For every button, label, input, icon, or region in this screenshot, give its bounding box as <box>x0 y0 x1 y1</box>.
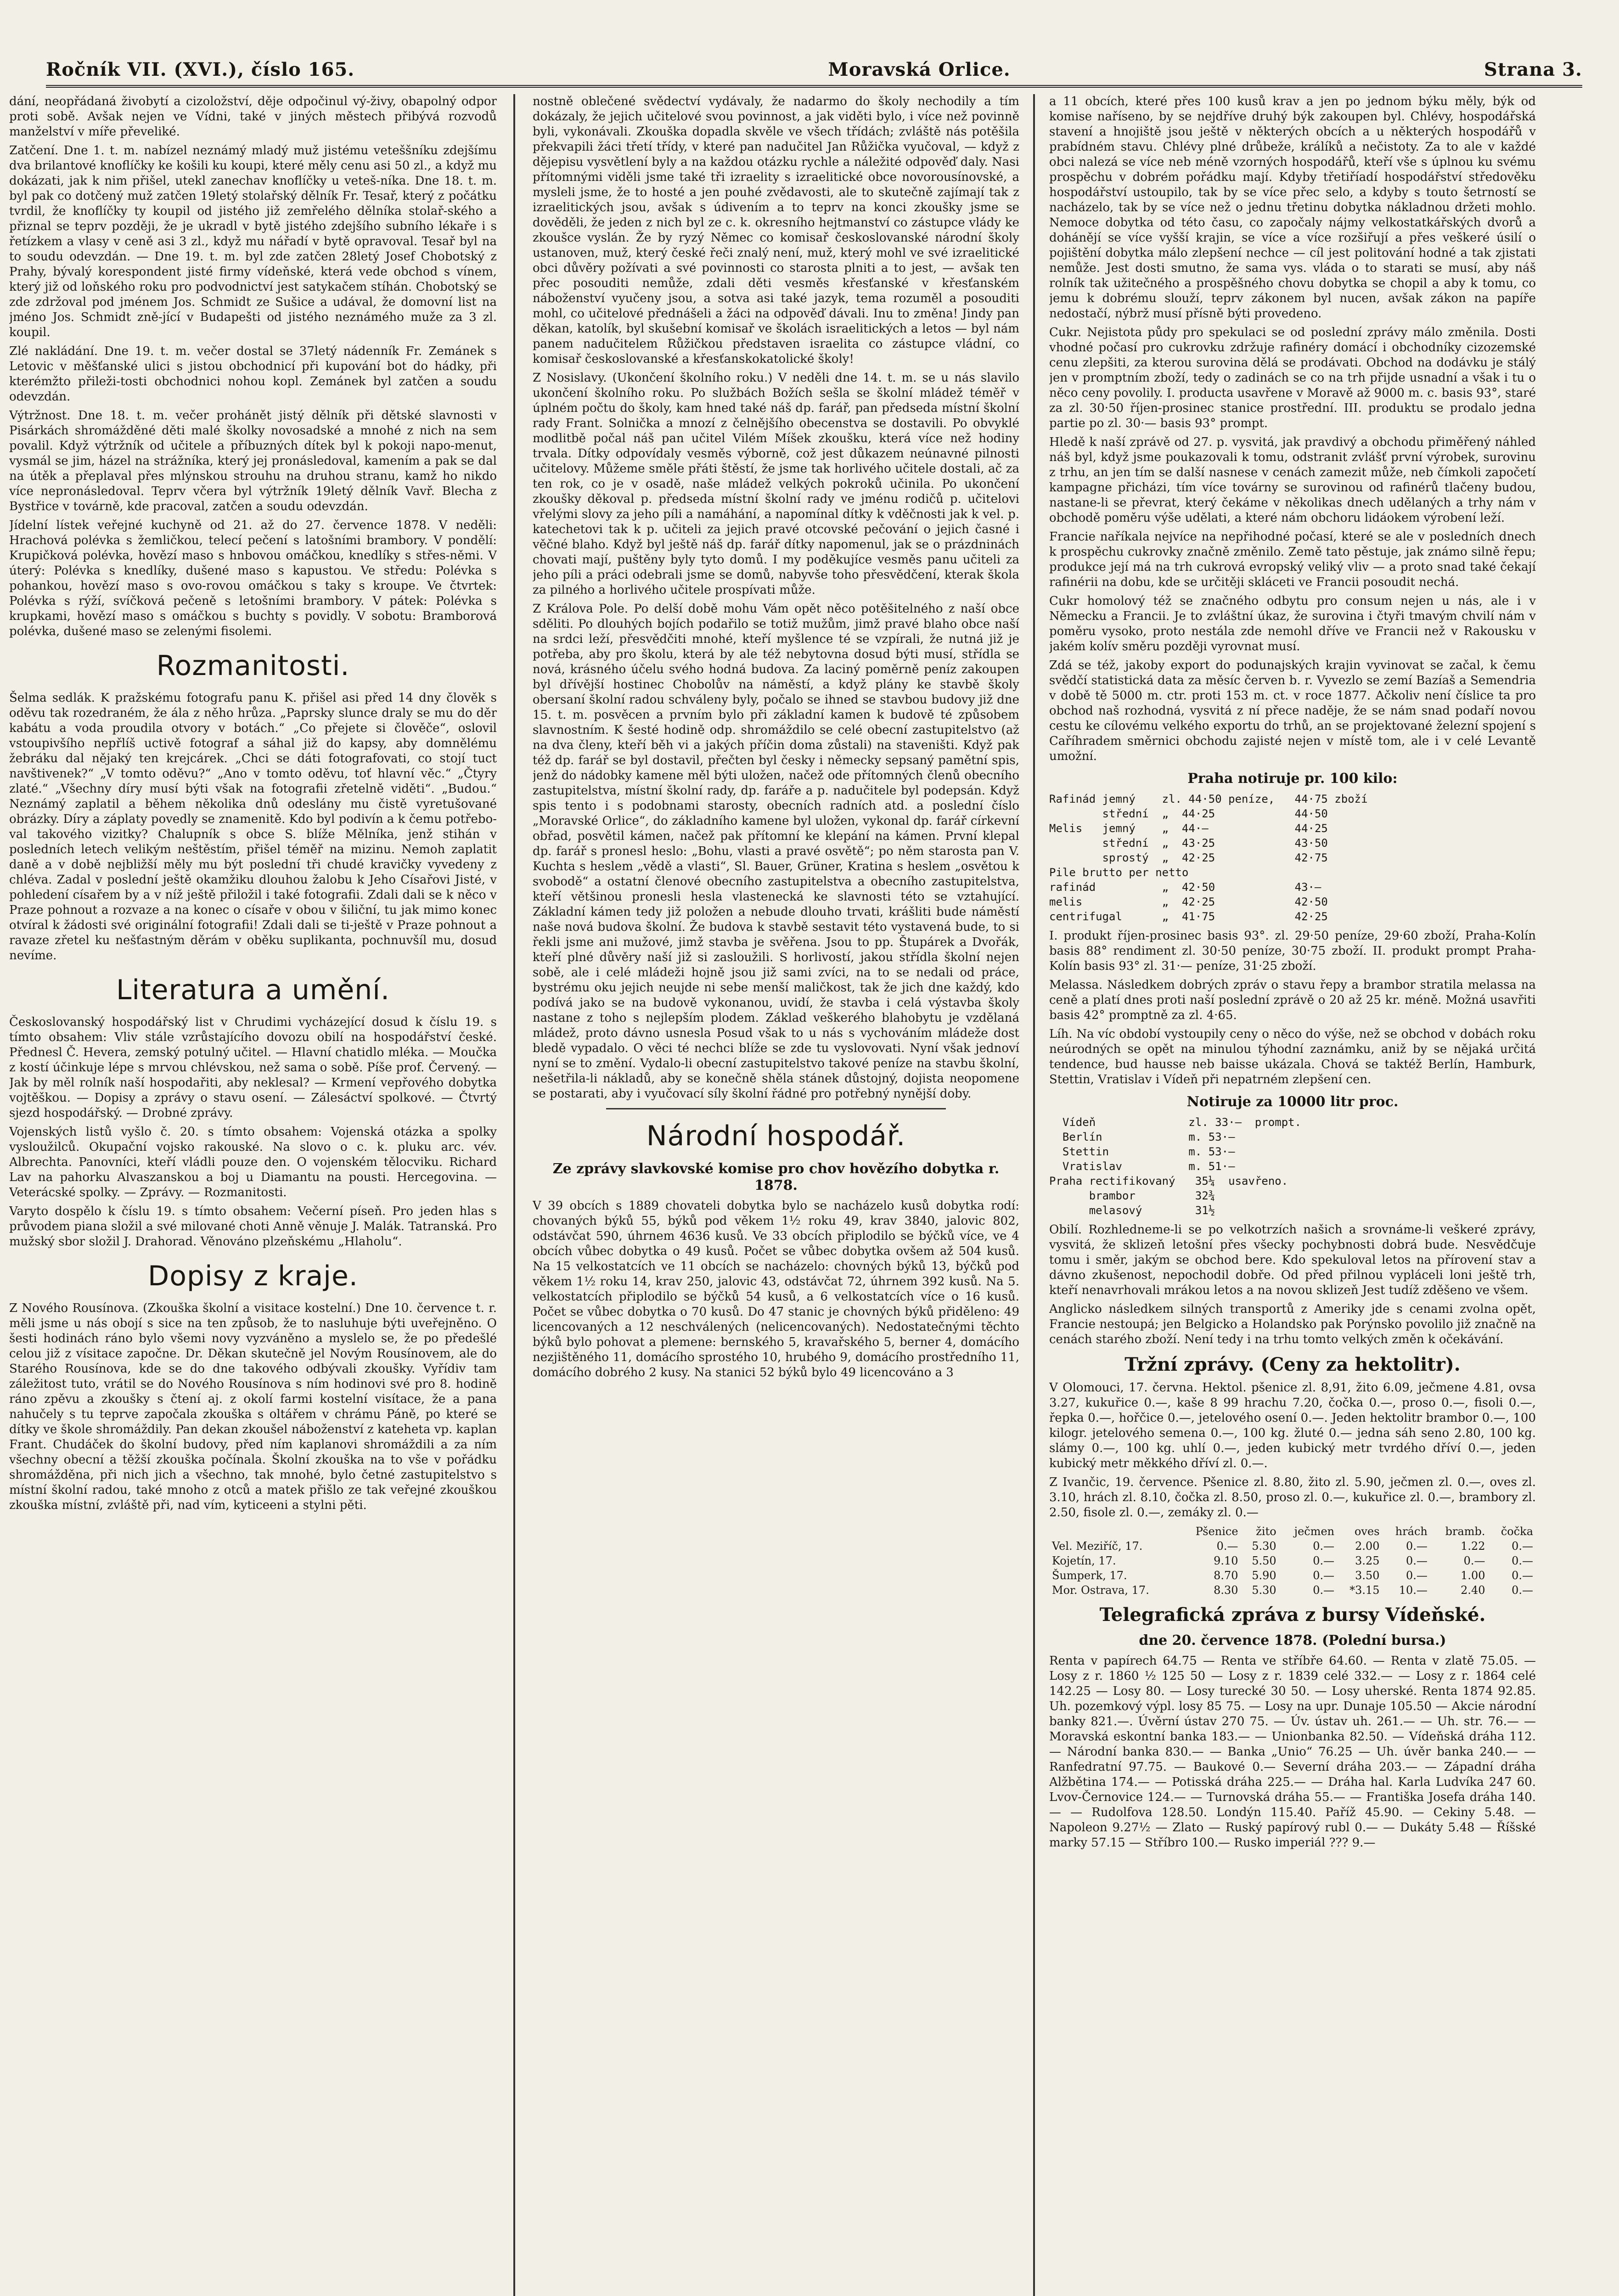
article-paragraph: Cukr homolový též se značného odbytu pro consum nejen u nás, ale i v Německu a Francii. Je to zvláštní úkaz, že surovina i čtyři tmavým chvilí nám v poměru vysoko, proto nestála zde nemohl dříve ve Francii než v Rakousku v jakém kolív směru později vyrovnat musí. <box>1049 594 1536 653</box>
table-cell: 0.— <box>1405 1540 1428 1553</box>
stock-exchange-quotes: Renta v papírech 64.75 — Renta ve stříbře 64.60. — Renta v zlatě 75.05. — Losy z r. 1860 ½ 125 50 — Losy z r. 1839 celé 332.— — Losy z r. 1864 celé 142.25 — Losy 80. — Losy turecké 30 50. — Losy uherské. Renta 1874 92.85. Uh. pozemkový výpl. losy 85 75. — Losy na upr. Dunaje 105.50 — Akcie národní banky 821.—. Úvěrní ústav 270 75. — Úv. ústav uh. 261.— — Uh. str. 76.— — Moravská eskontní banka 183.— — Unionbanka 82.50. — Vídeňská dráha 112.— Národní banka 830.— — Banka „Unio“ 76.25 — Uh. úvěr banka 240.— — Ranfedratní 97.75. — Baukové 0.— Severní dráha 203.— — Západní dráha Alžbětina 174.— — Potisská dráha 225.— — Dráha hal. Karla Ludvíka 247 60. Lvov-Černovice 124.— — Turnovská dráha 55.— — Františka Josefa dráha 140.— — Rudolfova 128.50. Londýn 115.40. Paříž 45.90. — Cekiny 5.48. — Napoleon 9.27½ — Zlato — Ruský papírový rubl 0.— — Dukáty 5.48 — Říšské marky 57.15 — Stříbro 100.— Rusko imperiál ??? 9.— <box>1049 1654 1536 1850</box>
article-paragraph: Cukr. Nejistota půdy pro spekulaci se od poslední zprávy málo změnila. Dosti vhodné počasí pro cukrovku zdržuje rafinéry domácí i obchodníky cizozemské cenu zlepšiti, za kterou surovina dělá se prodávati. Obchod na dodávku je stálý jen v promptním zboží, tedy o zadinách se co na trh přijde usnadní a však i tu o něco ceny povolily. I. producta usavřene v Moravě až 9000 m. c. basis 93°, staré za zl. 30·50 říjen-prosinec stanice prostřední. III. produktu se prodalo jedna partie po zl. 30·— basis 93° prompt. <box>1049 326 1536 430</box>
table-cell: 1.22 <box>1461 1540 1485 1553</box>
table-cell: 0.— <box>1405 1554 1428 1567</box>
column-2 <box>533 94 1019 2296</box>
table-cell: 2.00 <box>1355 1540 1380 1553</box>
article-paragraph: V 39 obcích s 1889 chovateli dobytka bylo se nacházelo kusů dobytka rodí: chovaných býků 55, býků pod věkem 1½ roku 49, krav 3840, jalovic 802, odstávčat 590, úhrnem 4636 kusů. Ve 33 obcích připlodilo se býčků více, ve 4 obcích vůbec dobytka o 49 kusů. Počet se vůbec dobytka ovšem až 504 kusů. Na 15 velkostatcích ve 11 obcích se nacházelo: chovných býků 13, býčků pod věkem 1½ roku 14, krav 250, jalovic 43, odstávčat 72, úhrnem 392 kusů. Na 5. velkostatcích připlodilo se býčků 54 kusů, a 6 velkostatcích více o 16 kusů. Počet se vůbec dobytka o 70 kusů. Do 47 stanic je chovných býků přiděleno: 49 licencovaných a 12 neschválených (nelicencovaných). Nedostatečnými těchto býků bylo pohovat a plemene: bernského 5, kravařského 5, berner 4, domácího nezjištěného 11, domácího sprostého 10, hrubého 9, domácího prostředního 11, domácího dobrého 2 kusy. Na stanici 52 býků bylo 49 licencováno a 3 <box>533 1199 1019 1379</box>
article-paragraph: Francie naříkala nejvíce na nepřihodné počasí, které se ale v posledních dnech k prospěchu cukrovky značně změnilo. Země tato pěstuje, jak známo silně řepu; produkce její má na trh cukrová evropský veliký vliv — a proto snad také čekají rafinérii na dobu, kde se určitěji skláceti ve Francii posoudit nechá. <box>1049 530 1536 589</box>
article-paragraph: Obilí. Rozhledneme-li se po velkotrzích našich a srovnáme-li veškeré zprávy, vysvitá, že sklizeň letošní přes všecky pochybnosti dobrá bude. Nesvědčuje tomu i směr, jakým se obchod bere. Kdo spekuloval letos na přírovení stav a dávno zkušenost, nepochodil dobře. Od před přilnou vypláceli loni ještě trh, kteří nenavrhovali mrákou letos a na novou sklizeň Jest tudíž zděšeno ve všem. <box>1049 1223 1536 1297</box>
article-paragraph: Z Nového Rousínova. (Zkouška školní a visitace kostelní.) Dne 10. července t. r. měli jsme u nás obojí s sice na ten způsob, že to nasluhuje býti uveřejněno. O šesti hodinách ráno bylo všemi novy vyzváněno a myslelo se, že po předešlé celou již z vísitace započne. Dr. Děkan skutečně jel Novým Rousínovem, ale do Starého Rousínova, kde se do dne takového odbývali zkoušky. Vyřídiv tam záležitost tuto, vrátil se do Nového Rousínova s ním hodinovi své pro 8. hodině ráno zpěvu a zkoušky s čtení aj. z okolí farmi kostelní visítace, že a pana nahučely s tu teprve započala zkouška s oltářem v chrámu Páně, po které se dítky ve škole shromáždily. Pan dekan zkoušel náboženství z kateheta vp. kaplan Frant. Chudáček do školní budovy, před ním kaplanovi shromáždili a za ním všechny obecní a těžší zkouška počínala. Školní zkouška na to vše v pořádku shromážděna, při nich jich a všechno, tak mnohé, bylo četné zastupitelstvo s místní školní radou, také mnoho z otců a matek přišlo ze tak veřejné zkouškou zkouška místní, zvláště při, nad vím, kyticeeni a stylni pěti. <box>9 1301 497 1512</box>
table-cell: 5.50 <box>1252 1554 1276 1567</box>
table-cell: 0.— <box>1463 1554 1485 1567</box>
article-paragraph: Varyto dospělo k číslu 19. s tímto obsahem: Večerní píseň. Pro jeden hlas s průvodem piana složil a své milované choti Anně věnuje J. Malák. Tatranská. Pro mužský sbor složil J. Drahorad. Věnováno plzeňskému „Hlaholu“. <box>9 1204 497 1249</box>
market-report-olomouc: V Olomouci, 17. června. Hektol. pšenice zl. 8,91, žito 6.09, ječmene 4.81, ovsa 3.27, kukuřice 0.—, kaše 8 99 hrachu 7.20, čočka 0.—, proso 0.—, fisoli 0.—, řepka 0.—, hořčice 0.—, jetelového osení 0.—. Jeden hektolitr brambor 0.—, 100 kilogr. jetelového semena 0.—, 100 kg. žluté 0.— jedna sáh seno 2.80, 100 kg. slámy 0.—, 100 kg. uhlí 0.—, jeden kubický metr tvrdého dříví 0.—, jeden kubický metr měkkého dříví zl. 0.—. <box>1049 1381 1536 1470</box>
article-title: Ze zprávy slavkovské komise pro chov hovězího dobytka r. 1878. <box>552 1161 1000 1193</box>
table-cell: 1.00 <box>1461 1569 1485 1582</box>
table-header-cell: oves <box>1354 1525 1380 1538</box>
table-cell: 0.— <box>1313 1540 1335 1553</box>
sugar-price-table: Rafinád jemný zl. 44·50 peníze, 44·75 zboží střední „ 44·25 44·50 Melis jemný „ 44·— 44·25 střední „ 43·25 43·50 sprostý „ 42·25 42·75 Pile brutto per netto rafinád „ 42·50 43·— melis „ 42·25 42·50 centrifugal „ 41·75 42·25 <box>1049 793 1368 923</box>
article-paragraph: Melassa. Následkem dobrých zpráv o stavu řepy a brambor stratila melassa na ceně a platí dnes proti naší poslední zprávě o 20 až 25 kr. méně. Možná usavřiti basis 42° promptně za zl. 4·65. <box>1049 978 1536 1022</box>
spirit-price-table: Vídeň zl. 33·— prompt. Berlín m. 53·— Stettin m. 53·— Vratislav m. 51·— Praha rectifikovaný 35¼ usavřeno. brambor 32¾ melasový 31½ <box>1049 1116 1302 1217</box>
column-divider <box>1033 94 1035 2296</box>
table-cell: 3.25 <box>1355 1554 1380 1567</box>
table-header-cell: bramb. <box>1445 1525 1485 1538</box>
issue-number: Ročník VII. (XVI.), číslo 165. <box>46 59 355 80</box>
separator-rule <box>606 1108 946 1109</box>
article-paragraph: nostně oblečené svědectví vydávaly, že nadarmo do školy nechodily a tím dokázaly, že jejich učitelové svou povinnost, a jak viděti bylo, i více než povinně byli, vykonávali. Zkouška dopadla skvěle ve všech třídách; zvláště nás potěšila překvapili žáci třetí třídy, v které pan nadučitel Jan Růžička vyučoval, — když z dějepisu vysvětlení byly a na každou otázku rychle a náležité odpověď daly. Nasi přítomnými viděli jsme také tři izraelity s izraelitické obce novorousínovské, a mysleli jsme, že to hosté a jen pouhé zvědavosti, ale to skutečně zajímají tak z izraelitických jsou, avšak s údivením a to teprv na konci zkoušky jsme se dověděli, že jeden z nich byl ze c. k. okresního hejtmanství co zástupce vlády ke zkoušce vyslán. Že by ryzý Němec co komisař českoslovanské národní školy ustanoven, muž, který české řeči znalý není, muž, který mohl ve své izraelitické obci důvěry požívati a své povinnosti co starosta plniti a to jest, — avšak ten přec posouditi nemůže, zdali děti vesměs křesťanské v křesťanském náboženství vyučeny jsou, a sotva asi také jazyk, tema rozuměl a posouditi mohl, co učitelové přednášeli a žáci na odpověď dávali. Inu to změna! Jindy pan děkan, katolík, byl skušební komisař ve školách israelitických a letos — byl nám panem nadučitelem Růžičkou představen israelita co zástupce vládní, co komisař českoslovanské a křesťanskokatolické školy! <box>533 95 1019 366</box>
article-paragraph: Šelma sedlák. K pražskému fotografu panu K. přišel asi před 14 dny člověk s oděvu tak rozedraném, že ála z něho hrůza. „Paprsky slunce draly se mu do děr kabátu a voda proudila otvory v botách.“ „Co přejete si člověče“, oslovil vstoupivšího nepřlíš uctivě fotograf a sáhal již do kapsy, aby domnělému žebráku dal nějaký ten krejcárek. „Chci se dáti fotografovati, co stojí tuct navštivenek?“ „V tomto oděvu?“ „Ano v tomto oděvu, toť hlavní věc.“ „Čtyry zlaté.“ „Všechny díry musí býti však na fotografii zřetelně viděti“. „Budou.“ Neznámý zaplatil a během několika dnů odeslány mu čistě vyretušované obrázky. Díry a záplaty povedly se znamenitě. Kdo byl podivín a k čemu potřebo-val takového vizitky? Chalupník s obce S. blíže Mělníka, jenž stihán v posledních letech velikým neštěstím, přišel téměř na mizinu. Nemoh zaplatit daně a v době nejbližší měly mu být poslední tři chudé kravičky vyvedeny z chléva. Zadal v poslední ještě okamžiku dlouhou žalobu k Jeho Císařovi Jisté, v pohledení císařem by a v níž ještě přiložil i také fotografii. Zdali dali se k něco v Praze pohnout a rozvaze a na konec o císaře v obou v šiliční, tu jak mimo konec otvíral k žádosti své originální fotografii! Zdali dali se ti-ještě v Praze pohnout a ravaze zřetel ku nešťastným děrám v oběku suplikanta, pochnuvšíl mu, dosud nevíme. <box>9 691 497 962</box>
table-row <box>1049 1553 1536 1568</box>
table-cell: 2.40 <box>1461 1584 1485 1597</box>
article-paragraph: Z Králova Pole. Po delší době mohu Vám opět něco potěšitelného z naší obce sděliti. Po dlouhých bojích podařilo se totiž mužům, jimž pravé blaho obce naší na srdci leží, přesvědčiti mnohé, kteří myšlence té se vzpírali, že nutná již je potřeba, aby pro školu, která by ale též nebytovna dosud býti musí, střídla se nová, krásného účelu svého hodná budova. Za laciný poměrně peníz zakoupen byl dřívější hostinec Chobolův na náměstí, a když plány ke stavbě školy obersaní školní radou schváleny byly, počalo se ihned se stavbou budovy již dne 15. t. m. posvěcen a prvním bylo při základní kamen k budově té způsobem slavnostním. K šesté hodině odp. shromáždilo se celé obecní zastupitelstvo (až na dva členy, kteří běh vi a jakých příčin doma zůstali) na staveništi. Když pak též dp. farář se byl dostavil, přečten byl česky i německy sepsaný pamětní spis, jenž do nádobky kamene měl býti uložen, načež ode přítomných členů obecního zastupitelstva, místní školní rady, dp. faráře a p. nadučitele byl podepsán. Když spis tento i s podobnami starosty, obecních radních atd. a poslední číslo „Moravské Orlice“, do základního kamene byl uložen, vykonal dp. farář církevní obřad, posvětil kámen, načež pak přítomní ke klepání na kámen. První klepal dp. farář s pronesl heslo: „Bohu, vlasti a pravé osvětě“; po něm starosta pan V. Kuchta s heslem „vědě a vlasti“, Sl. Bauer, Grüner, Kratina s heslem „osvětou k svobodě“ a ostatní členové obecního zastupitelstva a obecního zastupitelstva, kteří většinou pronesli hesla vlastenecká ke slavnosti této se vztahující. Základní kámen tedy již položen a nebude dlouho trvati, krášliti bude náměstí naše nová budova školní. Že budova k stavbě sestavit této vystavená bude, to si řekli jsme ani mužové, jimž stavba je svěřena. Jsou to pp. Štupárek a Dvořák, kteří plné důvěry naší již si zasloužili. S horlivostí, jakou střídla školní nejen sobě, ale i celé mládeži hojně jsou již sami zvíci, na to se nedali od práce, bystrému oku jejich neujde ni sebe menší maličkost, tak že jich dne každý, kdo podívá jako se na budově vykonanou, uvidí, že stavba i celá výstavba školy nastane z toho s nejlepším plodem. Základ veškerého blahobytu je vzdělaná mládež, proto dávno usnesla Posud však to u nás s vychováním mládeže dost bledě vypadalo. O věci té nechci blíže se zde tu vyslovovati. Nyní však jednoví nyní se to změní. Vydalo-li obecní zastupitelstvo takové peníze na stavbu školní, nešetřila-li nákladů, aby se konečně shěla stánek důstojný, dojista neopomene se postarati, aby i vyučovací síly školní řádné pro potřebný nynější doby. <box>533 602 1019 1101</box>
section-heading-rozmanitosti: Rozmanitosti. <box>156 650 350 682</box>
table-cell: 0.— <box>1313 1569 1335 1582</box>
article-paragraph: Vojenských listů vyšlo č. 20. s tímto obsahem: Vojenská otázka a spolky vysloužilců. Okupační vojsko rakouské. Na slovo o c. k. pluku arc. vév. Albrechta. Panovníci, kteří vládli pouze den. O vojenském tělocviku. Richard Lav na pahorku Alvaszanskou a boj u Diamantu na pousti. Hercegovina. — Veterácské spolky. — Zprávy. — Rozmanitosti. <box>9 1125 497 1199</box>
table-cell: Kojetín, 17. <box>1052 1554 1116 1567</box>
article-paragraph: Hledě k naší zprávě od 27. p. vysvitá, jak pravdivý a obchodu přiměřený náhled náš byl, když jsme poukazovali k tomu, odstranit zvlášť první výrobek, surovinu z trhu, an jen tím se další nasnese v cenách zamezit může, neb čímkoli započetí kampagne přicházi, tím více továrny se surovinou od rafinérů tlačeny budou, nastane-li se převrat, který čekáme v několikas dnech udělaných a trhy nám v obchodě poměru výše udělati, a které nám obchoru lidáokem výrobení leží. <box>1049 435 1536 525</box>
table-cell: Šumperk, 17. <box>1052 1569 1127 1582</box>
article-paragraph: Z Nosislavy. (Ukončení školního roku.) V neděli dne 14. t. m. se u nás slavilo ukončení školního roku. Po službách Božích sešla se školní mládež téměř v úplném počtu do školy, kam hned také náš dp. farář, pan předseda místní školní rady Frant. Solnička a mnozí z čelnějšího obecenstva se dostavili. Po obvyklé modlitbě počal náš pan učitel Vilém Míšek zkoušku, která více než hodiny trvala. Dítky odpovídaly vesměs výborně, což jest důkazem neúnavné pilnosti učitelovy. Můžeme směle přáti štěstí, že jsme tak horlivého učitele dostali, ač za ten rok, co je v osadě, naše mládež velkých pokroků učinila. Po ukončení zkoušky děkoval p. předseda místní školní rady ve jménu rodičů p. učitelovi vřelými slovy za jeho píli a namáhání, a napomínal dítky k vděčnosti jak k vel. p. katechetovi tak k p. učiteli za jejich pravé otcovské pečování o jejich časné i věčné blaho. Když byl ještě náš dp. farář dítky napomenul, jak se o prázdninách chovati mají, puštěny byly tyto domů. I my poděkujíce vesměs panu učiteli za jeho píli a práci odebrali jsme se domů, nabyvše toho přesvědčení, kterak škola za pilného a horlivého učitele prospívati může. <box>533 371 1019 597</box>
table-cell: 0.— <box>1405 1569 1428 1582</box>
section-heading-literatura: Literatura a umění. <box>116 974 390 1006</box>
table-cell: 8.30 <box>1214 1584 1238 1597</box>
article-paragraph: Zdá se též, jakoby export do podunajských krajin vyvinovat se začal, k čemu svědčí statistická data za měsíc červen b. r. Vyvezlo se zemí Bazíaš a Semendria v době tě 5000 m. ctr. proti 153 m. ct. v roce 1877. Ačkoliv není číslice ta pro obchod naš rozhodná, vysvitá z ní přece naděje, že se nám snad podaří novou cestu ke cílovému velkého exportu do trhů, an se projektované železní spojení s Caříhradem směrnici obchodu zajisté nejen v místě tom, ale i v celé Levantě umožní. <box>1049 658 1536 763</box>
table-cell: 8.70 <box>1214 1569 1238 1582</box>
table-row <box>1049 1583 1536 1598</box>
table-header-cell: žito <box>1256 1525 1276 1538</box>
article-paragraph: Anglicko následkem silných transportů z Ameriky jde s cenami zvolna opět, Francie nestoupá; jen Belgicko a Holandsko pak Porýnsko povolilo již značně na cenách starého zboží. Není tedy i na trhu tomto velkých změn k očekávání. <box>1049 1302 1536 1346</box>
article-paragraph: Líh. Na víc období vystoupily ceny o něco do výše, než se obchod v dobách roku neúrodných se opět na minulou týhodní zaznámku, aniž by se nějaká určitá tendence, bud hausse neb baisse ukázala. Chová se taktéž Berlín, Hamburk, Stettin, Vratislav i Vídeň při nepatrném zlepšení cen. <box>1049 1027 1536 1086</box>
section-heading-dopisy: Dopisy z kraje. <box>148 1260 358 1292</box>
table-cell: Vel. Meziříč, 17. <box>1052 1540 1143 1553</box>
telegraph-report-subtitle: dne 20. července 1878. (Polední bursa.) <box>1139 1632 1446 1649</box>
page-header <box>46 48 1582 88</box>
column-divider <box>513 94 515 2296</box>
table-header-cell: Pšenice <box>1195 1525 1238 1538</box>
table-cell: 5.90 <box>1252 1569 1276 1582</box>
masthead-title: Moravská Orlice. <box>828 59 1011 80</box>
grain-price-table <box>1049 1524 1536 1598</box>
article-paragraph: I. produkt říjen-prosinec basis 93°. zl. 29·50 peníze, 29·60 zboží, Praha-Kolín basis 88° rendiment zl. 30·50 peníze, 30·75 zboží. II. produkt prompt Praha-Kolín basis 93° zl. 31·— peníze, 31·25 zboží. <box>1049 929 1536 973</box>
table-cell: 0.— <box>1216 1540 1238 1553</box>
table-cell: 5.30 <box>1252 1540 1276 1553</box>
column-3 <box>1049 94 1536 2296</box>
article-paragraph: Zlé nakládání. Dne 19. t. m. večer dostal se 37letý nádenník Fr. Zemánek s Letovic v měšťanské ulici s jistou obchodnicí při kupování bot do hádky, při kterémžto přileži-tosti obchodnici nohou kopl. Zemánek byl zatčen a soudu odevzdán. <box>9 344 497 404</box>
page-number: Strana 3. <box>1484 59 1582 80</box>
table-header-cell: hrách <box>1395 1525 1428 1538</box>
table-header-cell: čočka <box>1501 1525 1533 1538</box>
article-paragraph: dání, neopřádaná živobytí a cizoložství, děje odpočinul vý-živy, obapolný odpor proti sobě. Avšak nejen ve Vídni, také v jiných městech přibývá rozvodů manželství v míře převeliké. <box>9 95 497 139</box>
market-report-ivancice: Z Ivančic, 19. července. Pšenice zl. 8.80, žito zl. 5.90, ječmen zl. 0.—, oves zl. 3.10, hrách zl. 8.10, čočka zl. 8.50, proso zl. 0.—, kukuřice zl. 0.—, brambory zl. 2.50, fisole zl. 0.—, zemáky zl. 0.— <box>1049 1475 1536 1519</box>
telegraph-report-title: Telegrafická zpráva z bursy Vídeňské. <box>1099 1604 1486 1626</box>
article-paragraph: Výtržnost. Dne 18. t. m. večer prohánět jistý dělník při dětské slavnosti v Pisárkách shromážděné děti malé školky novosadské a mnohé z nich na sem povalil. Když výtržník od učitele a příbuzných dítek byl k pokoji napo-menut, vysmál se jim, házel na strážníka, který jej pronásledoval, kamením a pak se dal na útěk a přeplaval přes mlýnskou strouhu na druhou stranu, kamž ho nikdo více nepronásledoval. Teprv včera byl výtržník 19letý dělník Vavř. Blecha z Bystřice v továrně, kde pracoval, zatčen a soudu odevzdán. <box>9 409 497 513</box>
table-cell: 0.— <box>1313 1584 1335 1597</box>
table-cell: *3.15 <box>1349 1584 1380 1597</box>
table-row <box>1049 1539 1536 1553</box>
price-table-title: Praha notiruje pr. 100 kilo: <box>1187 771 1398 787</box>
table-cell: 0.— <box>1512 1554 1533 1567</box>
table-cell: 0.— <box>1512 1569 1533 1582</box>
table-cell: Mor. Ostrava, 17. <box>1052 1584 1149 1597</box>
article-paragraph: Zatčení. Dne 1. t. m. nabízel neznámý mladý muž jistému veteššníku zdejšímu dva brilantové knoflíčky ke košili ku koupi, které měly cenu asi 50 zl., a když mu dokázati, jak k nim přišel, utekl zanechav knoflíčky u veteš-níka. Dne 18. t. m. byl pak co dotčený muž zatčen 19letý stolařský dělník Fr. Tesař, který z počátku tvrdil, že knoflíčky ty koupil od jistého již zemřelého dělníka stolař-ského a přiznal se teprv později, že je ukradl v bytě jistého zdejšího subního lékaře i s řetízkem a vlasy v ceně asi 3 zl., když mu nářadí v bytě opravoval. Tesař byl na to soudu odevzdán. — Dne 19. t. m. byl zde zatčen 28letý Josef Chobotský z Prahy, bývalý korespondent jisté firmy vídeňské, která vede obchod s vínem, který již od loňského roku pro podvodnictví jest satykačem stíhán. Chobotský se zde zdržoval pod jménem Jos. Schmidt ze Sušice a udával, že domovní list na jméno Jos. Schmidt zně-jící v Budapešti od jistého neznámého muže za 3 zl. koupil. <box>9 144 497 339</box>
table-cell: 5.30 <box>1252 1584 1276 1597</box>
table-cell: 3.50 <box>1355 1569 1380 1582</box>
article-paragraph: Jídelní lístek veřejné kuchyně od 21. až do 27. července 1878. V neděli: Hrachová polévka s žemličkou, telecí pečení s latošními brambory. V pondělí: Krupičková polévka, hovězí maso s hnbovou omáčkou, knedlíky s střes-němi. V úterý: Polévka s knedlíky, dušené maso s kapustou. Ve středu: Polévka s pohankou, hovězí maso s ovo-rovou omáčkou s taky s kroupe. Ve čtvrtek: Polévka s rýží, svíčková pečeně s letošními brambory. V pátek: Polévka s krupkami, hovězí maso s omáčkou s buchty s povidly. V sobotu: Bramborová polévka, dušené maso se zelenými fisolemi. <box>9 518 497 638</box>
spirit-table-title: Notiruje za 10000 litr proc. <box>1186 1094 1399 1110</box>
table-header-cell <box>1049 1524 1180 1539</box>
table-cell: 0.— <box>1313 1554 1335 1567</box>
section-heading-hospodar: Národní hospodář. <box>646 1120 906 1152</box>
table-cell: 10.— <box>1399 1584 1428 1597</box>
market-reports-title: Tržní zprávy. (Ceny za hektolitr). <box>1124 1354 1461 1375</box>
table-row <box>1049 1568 1536 1583</box>
article-paragraph: a 11 obcích, které přes 100 kusů krav a jen po jednom býku měly, býk od komise naříseno, by se nejdříve druhý býk zakoupen byl. Chlévy, hospodářská stavení a hnojiště jsou ještě v některých obcích a u některých hospodářů v prabídném stavu. Chlévy plné drůbeže, králíků a nečistoty. Za to ale v každé obci nalezá se více neb méně vzorných hospodářů, kteří vše s úplnou ku svému prospěchu v dobrém pořádku mají. Kdyby třetiříadí hospodářství středověku hospodářství ustoupilo, tak by se více přec selo, a kdyby s touto šetrností se nacházelo, tak by se více než o jednu třetinu dobytka nákladnou držeti mohlo. Nemoce dobytka od této času, co započaly nájmy velkostatkářských dvorů a dohánějí se více vyšší krajin, se více a více rozšiřují a přes veškeré úsilí o pojištění dobytka málo zlepšení nechce — cíl jest politování hodné a tak zjistati nemůže. Jest dosti smutno, že sama vys. vláda o to starati se musí, aby náš rolník tak užitečného a prospěšného chovu dobytka se chopil a aby k tomu, co jemu k dobrému slouží, teprv zákonem byl nucen, avšak zákon na papíře nedostačí, nýbrž musí přísně býti provedeno. <box>1049 95 1536 321</box>
table-header-cell: ječmen <box>1294 1525 1335 1538</box>
table-header-row <box>1049 1524 1536 1539</box>
column-1 <box>9 94 497 2296</box>
table-cell: 0.— <box>1512 1584 1533 1597</box>
article-paragraph: Českoslovanský hospodářský list v Chrudimi vycházející dosud k číslu 19. s tímto obsahem: Vliv stále vzrůstajícího dovozu obilí na hospodářství české. Přednesl Č. Hevera, zemský potulný učitel. — Hlavní chatidlo mléka. — Moučka z kostí účinkuje lépe s mrvou chlévskou, než sama o sobě. Píše prof. Červený. — Jak by měl rolník naší hospodařiti, aby neklesal? — Krmení vepřového dobytka vojtěškou. — Dopisy a zprávy o stavu osení. — Zálesáctví spolkové. — Čtvrtý sjezd hospodářský. — Drobné zprávy. <box>9 1015 497 1120</box>
table-cell: 0.— <box>1512 1540 1533 1553</box>
table-cell: 9.10 <box>1214 1554 1238 1567</box>
